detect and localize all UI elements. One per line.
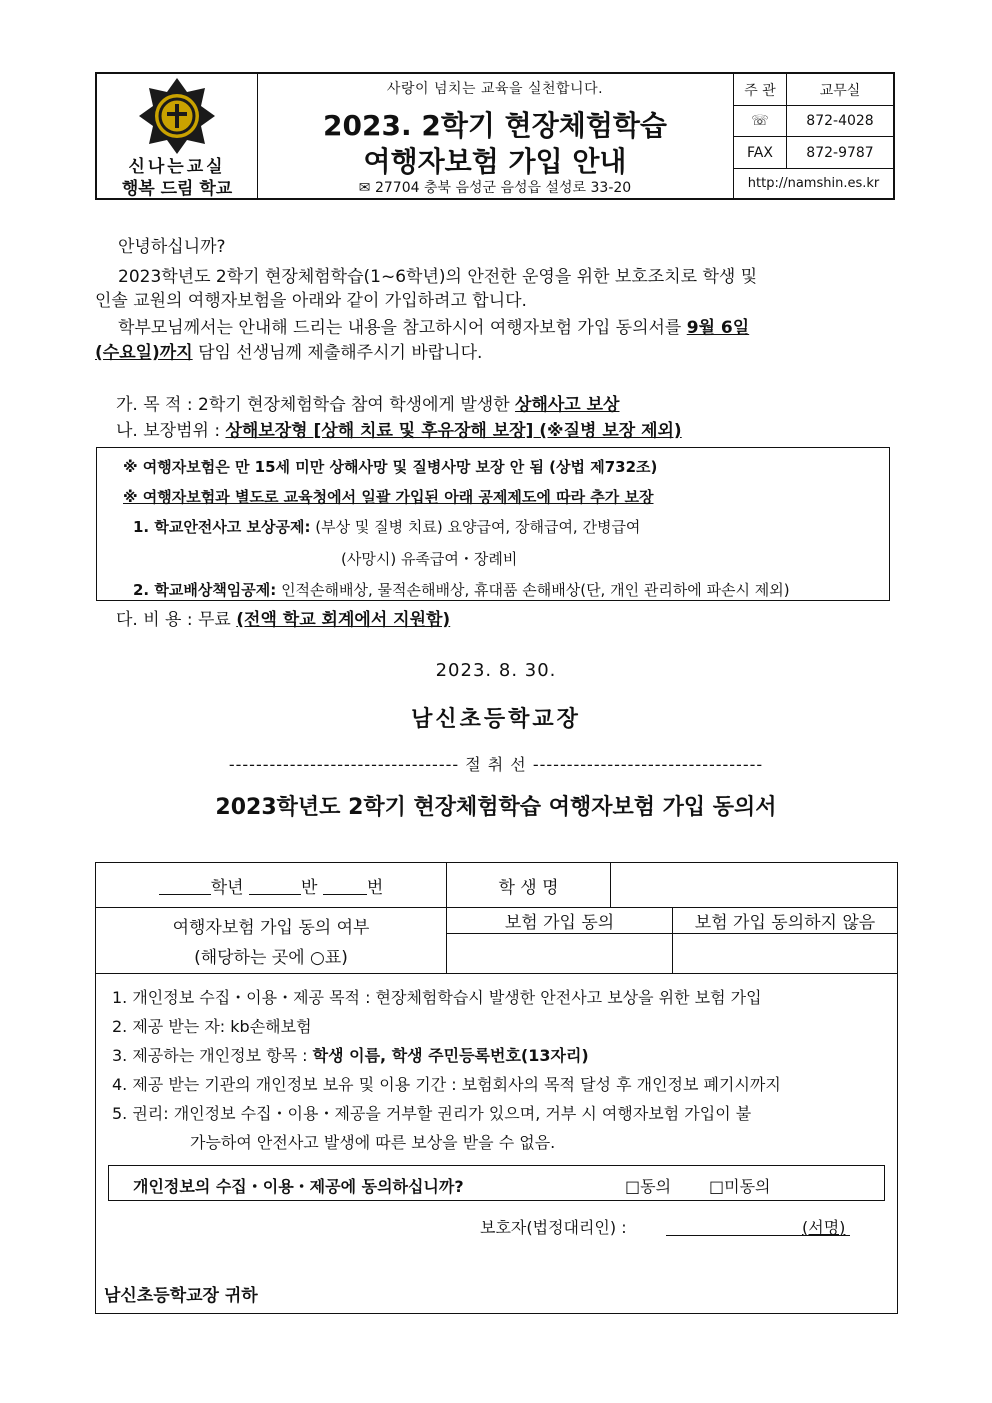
notice-date: 2023. 8. 30. (435, 660, 557, 681)
privacy-item-5-cont: 가능하여 안전사고 발생에 따른 보상을 받을 수 없음. (190, 1133, 556, 1152)
consent-instruction: (해당하는 곳에 ○표) (194, 947, 348, 968)
scope-text: 상해보장형 [상해 치료 및 후유장해 보장] (※질병 보장 제외) (225, 421, 682, 441)
info-key: 주 관 (734, 74, 787, 105)
privacy-question: 개인정보의 수집・이용・제공에 동의하십니까? (133, 1177, 464, 1196)
disagree-mark-cell[interactable] (673, 934, 897, 973)
scope-label: 나. 보장범위 : (116, 421, 221, 441)
signature-label: (서명) (802, 1218, 846, 1237)
privacy-item-5: 5. 권리: 개인정보 수집・이용・제공을 거부할 권리가 있으며, 거부 시 여행자보험 가입이 불 (112, 1104, 752, 1123)
privacy-item-1: 1. 개인정보 수집・이용・제공 목적 : 현장체험학습시 발생한 안전사고 보상을 위한 보험 가입 (112, 988, 762, 1007)
consent-question: 여행자보험 가입 동의 여부 (172, 917, 370, 938)
grade-input[interactable] (159, 876, 211, 895)
privacy-item-3-fields: 학생 이름, 학생 주민등록번호(13자리) (312, 1046, 589, 1065)
info-key: FAX (734, 137, 787, 168)
number-input[interactable] (323, 876, 367, 895)
deadline-date: 9월 6일 (686, 318, 750, 338)
logo-line1: 신나는교실 (128, 157, 226, 177)
intro-para-line2: 인솔 교원의 여행자보험을 아래와 같이 가입하려고 합니다. (95, 291, 527, 311)
student-name-label: 학 생 명 (498, 877, 559, 898)
greeting: 안녕하십니까? (118, 237, 226, 257)
intro-para-line1: 2023학년도 2학기 현장체험학습(1~6학년)의 안전한 운영을 위한 보호조치로 학생 및 (118, 267, 758, 287)
disagree-header: 보험 가입 동의하지 않음 (694, 912, 876, 933)
number-label: 번 (366, 877, 384, 898)
student-name-input[interactable] (611, 863, 897, 907)
contact-info-cell (734, 74, 894, 198)
info-value: 교무실 (819, 82, 861, 99)
intro-para2-line2 (95, 338, 900, 368)
privacy-item-3-label: 3. 제공하는 개인정보 항목 : (112, 1046, 308, 1065)
info-value: 872-9787 (806, 144, 874, 161)
address-text: 27704 충북 음성군 음성읍 설성로 33-20 (374, 180, 632, 196)
note-1: ※ 여행자보험은 만 15세 미만 상해사망 및 질병사망 보장 안 됨 (상법 제732조) (123, 458, 658, 476)
cost-line (116, 605, 921, 635)
cost-label: 다. 비 용 : 무료 (116, 610, 231, 630)
info-row-fax (734, 137, 893, 169)
cost-emphasis: (전액 학교 회계에서 지원함) (236, 610, 451, 630)
form-title: 2023학년도 2학기 현장체험학습 여행자보험 가입 동의서 (215, 795, 777, 820)
header-title-cell (257, 74, 734, 198)
privacy-item-3 (112, 1043, 589, 1066)
principal-signature: 남신초등학교장 (411, 707, 581, 732)
phone-icon: ☏ (734, 106, 787, 136)
guardian-label: 보호자(법정대리인) : (480, 1218, 627, 1237)
letterhead (95, 72, 895, 200)
consent-form (95, 862, 898, 1314)
mail-icon: ✉ (358, 180, 375, 196)
deduction-2-label: 2. 학교배상책임공제: (133, 581, 277, 599)
deduction-1 (133, 516, 640, 537)
privacy-disagree-checkbox[interactable]: □미동의 (709, 1177, 771, 1196)
cut-line: ---------------------------------- 절 취 선 ---------------------------------- (228, 755, 764, 774)
agree-header: 보험 가입 동의 (504, 912, 615, 933)
info-value: 872-4028 (806, 113, 874, 129)
deduction-1-text: (부상 및 질병 치료) 요양급여, 장해급여, 간병급여 (315, 518, 641, 536)
para2-text: 학부모님께서는 안내해 드리는 내용을 참고하시어 여행자보험 가입 동의서를 (118, 318, 682, 338)
class-input[interactable] (249, 876, 301, 895)
deduction-2 (133, 579, 790, 600)
agree-mark-cell[interactable] (447, 934, 672, 973)
scope-line (116, 416, 921, 446)
page-title-line2: 여행자보험 가입 안내 (363, 145, 627, 178)
school-emblem-icon (137, 76, 217, 156)
form-recipient: 남신초등학교장 귀하 (104, 1286, 258, 1306)
para2-text-end: 담임 선생님께 제출해주시기 바랍니다. (198, 343, 483, 363)
school-website-link[interactable]: http://namshin.es.kr (747, 176, 880, 191)
info-row-dept (734, 74, 893, 106)
privacy-agree-checkbox[interactable]: □동의 (625, 1177, 672, 1196)
school-address (257, 177, 733, 197)
school-logo-cell (97, 74, 258, 198)
deduction-1-cont: (사망시) 유족급여・장례비 (341, 550, 518, 568)
privacy-item-2: 2. 제공 받는 자: kb손해보험 (112, 1017, 312, 1036)
logo-line2: 행복 드림 학교 (121, 179, 233, 199)
class-label: 반 (300, 877, 318, 898)
page-title-line1: 2023. 2학기 현장체험학습 (323, 109, 667, 142)
purpose-emphasis: 상해사고 보상 (515, 395, 620, 415)
student-class-fields (96, 863, 446, 907)
info-row-phone (734, 106, 893, 137)
school-slogan: 사랑이 넘치는 교육을 실천합니다. (386, 81, 604, 97)
notes-box (96, 447, 890, 601)
deduction-2-text: 인적손해배상, 물적손해배상, 휴대품 손해배상(단, 개인 관리하에 파손시 제외) (281, 581, 790, 599)
privacy-consent-box (108, 1165, 885, 1201)
note-2: ※ 여행자보험과 별도로 교육청에서 일괄 가입된 아래 공제제도에 따라 추가 보장 (123, 488, 654, 506)
grade-label: 학년 (210, 877, 244, 898)
purpose-label: 가. 목 적 : (116, 395, 193, 415)
privacy-item-4: 4. 제공 받는 기관의 개인정보 보유 및 이용 기간 : 보험회사의 목적 달성 후 개인정보 폐기시까지 (112, 1075, 781, 1094)
purpose-text: 2학기 현장체험학습 참여 학생에게 발생한 (198, 395, 510, 415)
deduction-1-label: 1. 학교안전사고 보상공제: (133, 518, 311, 536)
deadline-day: (수요일)까지 (95, 343, 193, 363)
